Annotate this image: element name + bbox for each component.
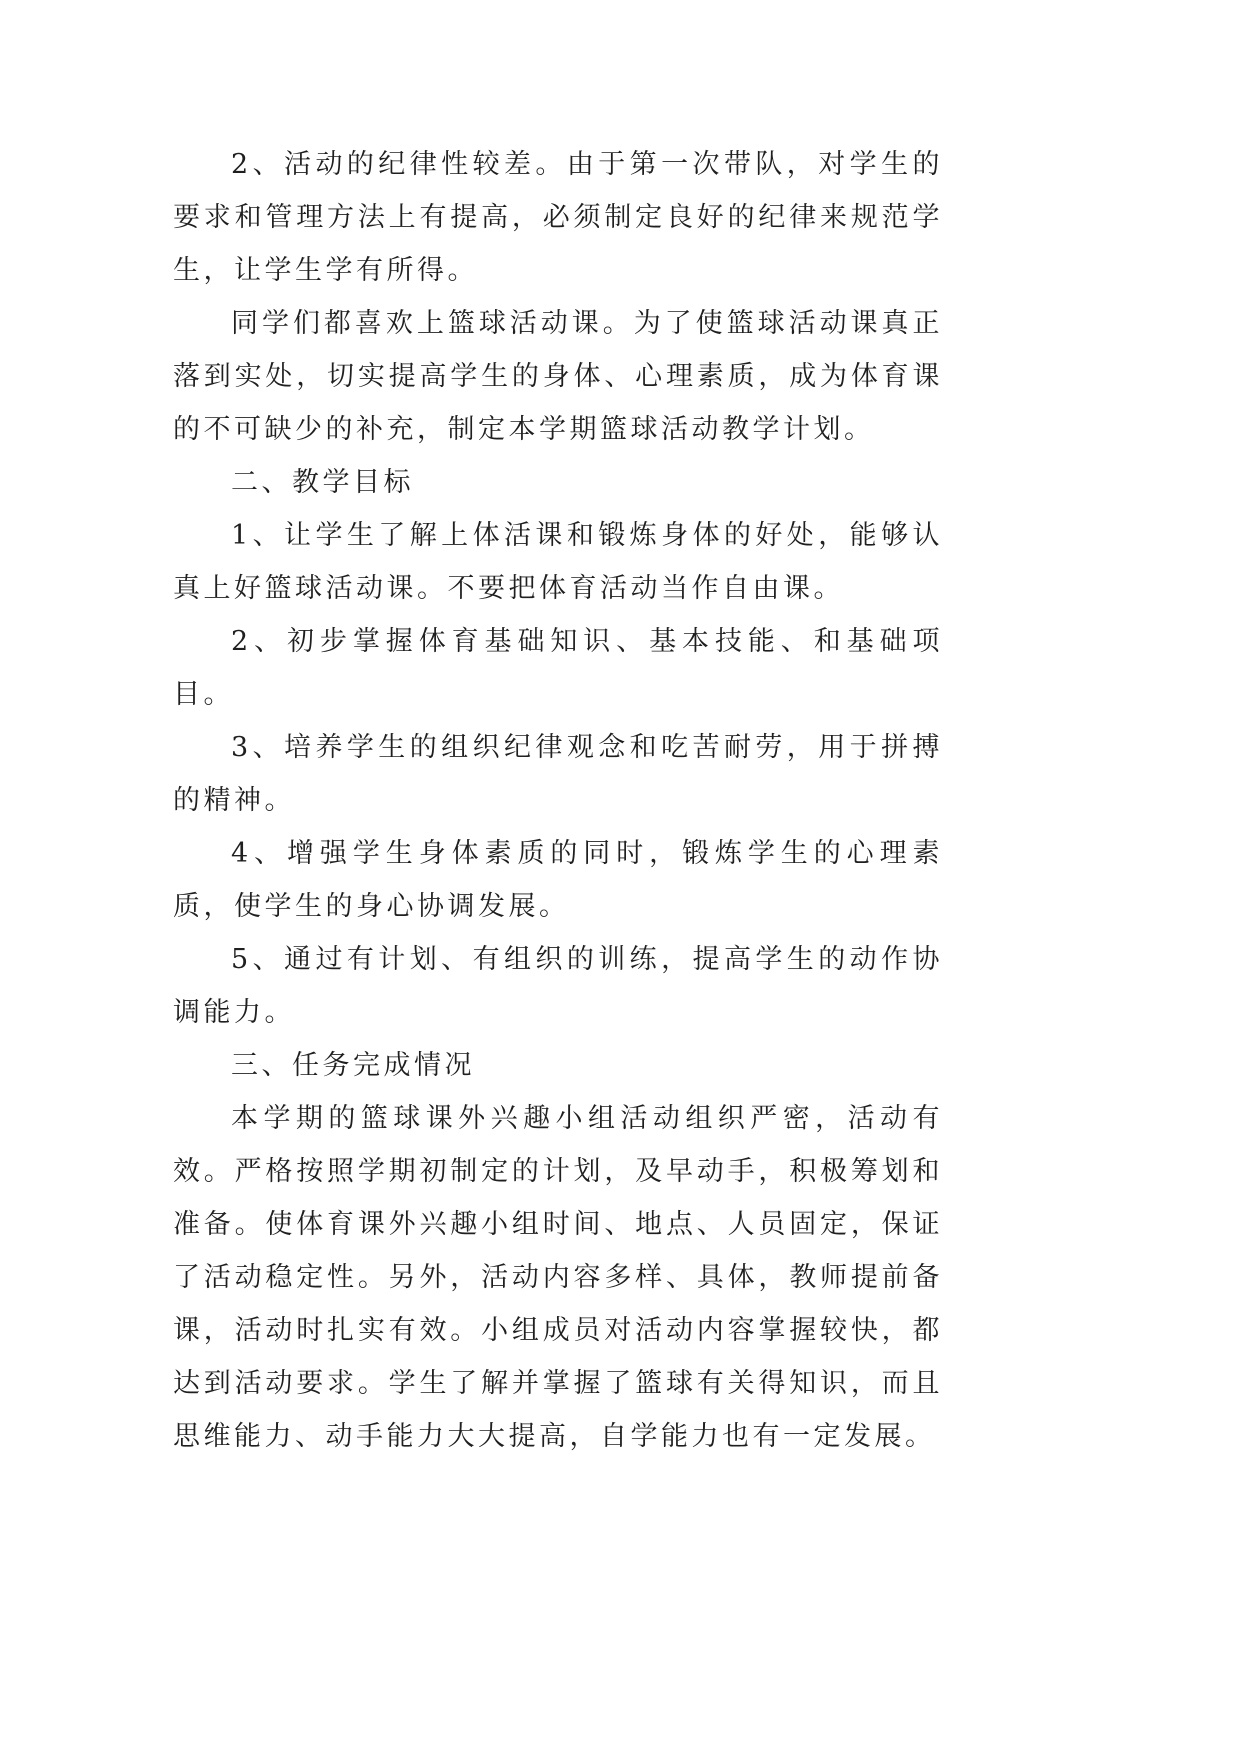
goal-item-2: 2、初步掌握体育基础知识、基本技能、和基础项目。 — [173, 626, 943, 710]
section-heading-teaching-goals: 二、教学目标 — [231, 467, 414, 498]
goal-item-4: 4、增强学生身体素质的同时，锻炼学生的心理素质，使学生的身心协调发展。 — [173, 838, 943, 922]
paragraph-plan-intro: 同学们都喜欢上篮球活动课。为了使篮球活动课真正落到实处，切实提高学生的身体、心理素质，成为体育课的不可缺少的补充，制定本学期篮球活动教学计划。 — [173, 308, 943, 445]
paragraph-discipline-issue: 2、活动的纪律性较差。由于第一次带队，对学生的要求和管理方法上有提高，必须制定良好的纪律来规范学生，让学生学有所得。 — [173, 149, 943, 286]
goal-item-1: 1、让学生了解上体活课和锻炼身体的好处，能够认真上好篮球活动课。不要把体育活动当作自由课。 — [173, 520, 943, 604]
paragraph-task-completion: 本学期的篮球课外兴趣小组活动组织严密，活动有效。严格按照学期初制定的计划，及早动手，积极筹划和准备。使体育课外兴趣小组时间、地点、人员固定，保证了活动稳定性。另外，活动内容多样、具体，教师提前备课，活动时扎实有效。小组成员对活动内容掌握较快，都达到活动要求。学生了解并掌握了篮球有关得知识，而且思维能力、动手能力大大提高，自学能力也有一定发展。 — [173, 1103, 943, 1452]
section-heading-task-completion: 三、任务完成情况 — [231, 1050, 475, 1081]
goal-item-5: 5、通过有计划、有组织的训练，提高学生的动作协调能力。 — [173, 944, 943, 1028]
goal-item-3: 3、培养学生的组织纪律观念和吃苦耐劳，用于拼搏的精神。 — [173, 732, 943, 816]
document-body — [173, 138, 943, 1463]
